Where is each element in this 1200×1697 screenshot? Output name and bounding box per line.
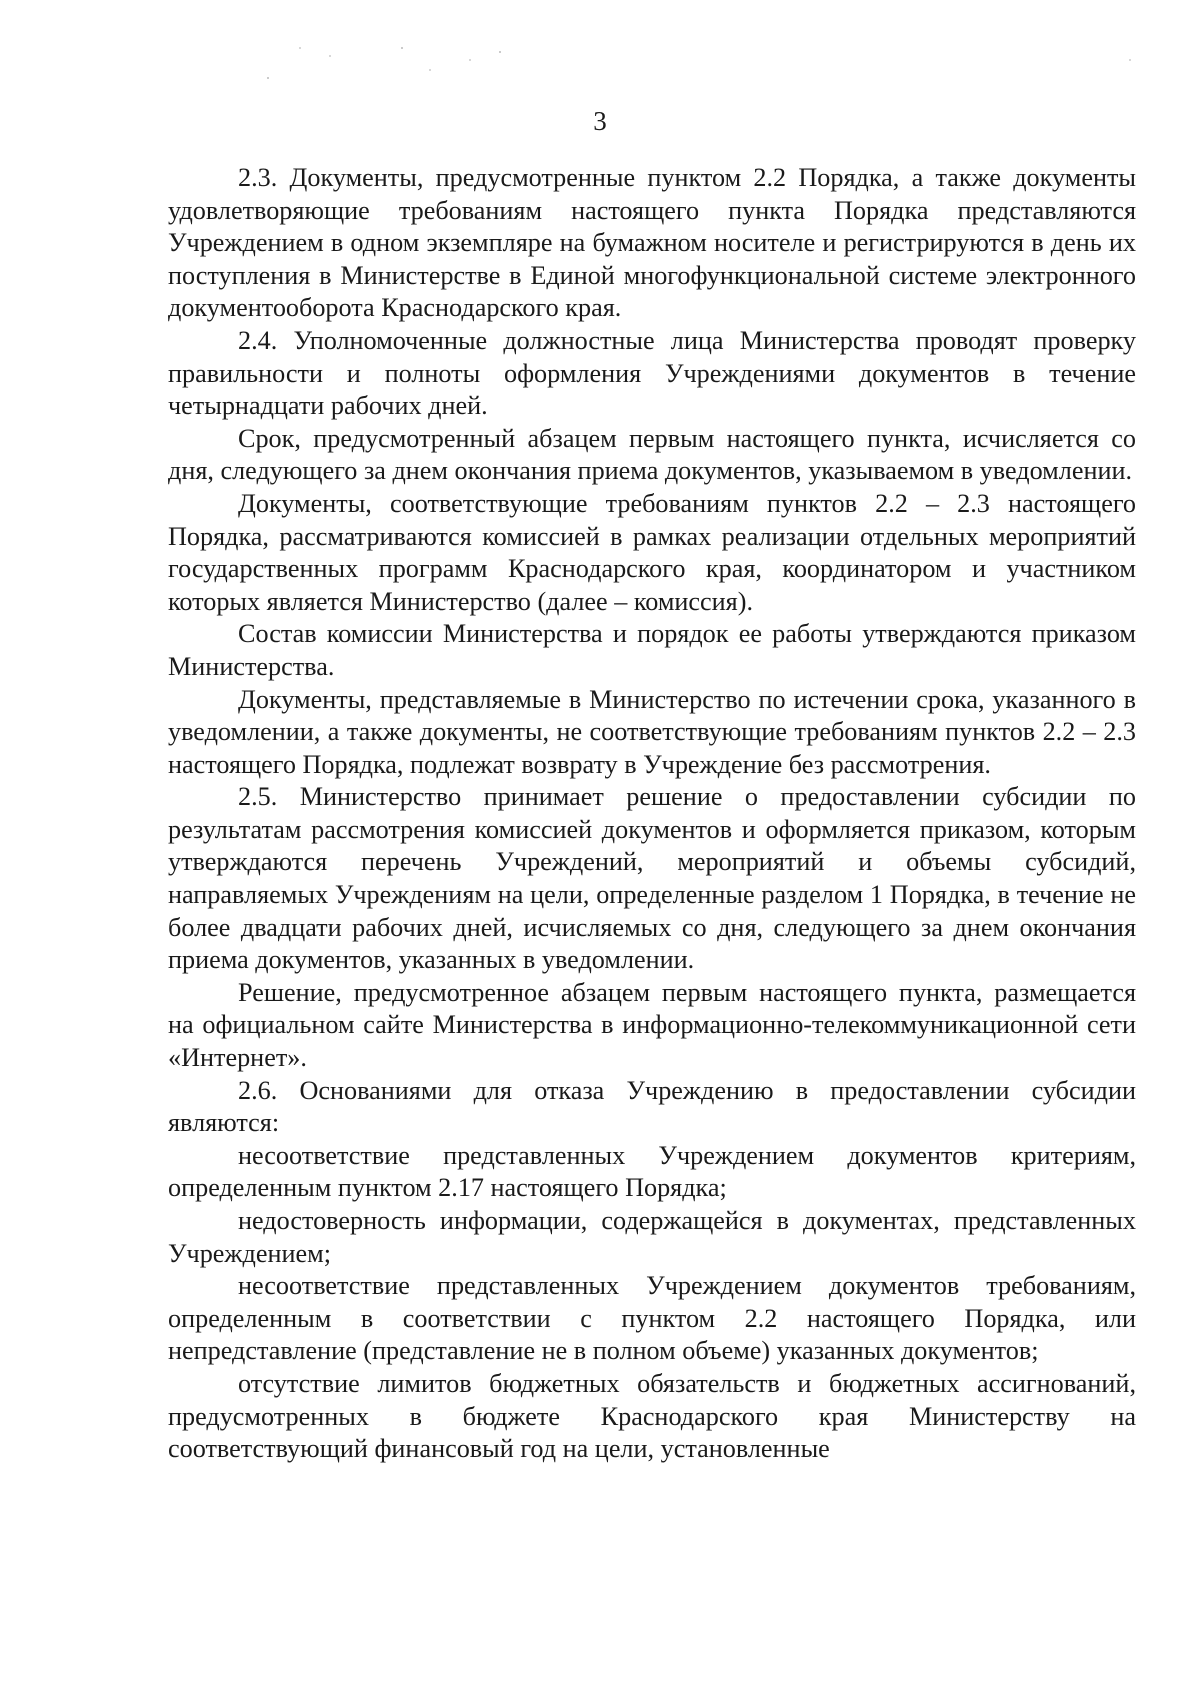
- refusal-ground-unreliable: недостоверность информации, содержащейся в документах, представленных Учреждением;: [168, 1206, 1136, 1268]
- page-number: 3: [593, 106, 607, 136]
- refusal-ground-no-limits: отсутствие лимитов бюджетных обязательств и бюджетных ассигнований, предусмотренных в бюджете Краснодарского края Министерству на соответствующий финансовый год на цели, установленные: [168, 1368, 1136, 1464]
- paragraph-2-6: 2.6. Основаниями для отказа Учреждению в предоставлении субсидии являются:: [168, 1075, 1136, 1138]
- paragraph-decision-publication: Решение, предусмотренное абзацем первым настоящего пункта, размещается на официальном сайте Министерства в информационно-телекоммуникационной сети «Интернет».: [168, 977, 1136, 1073]
- paragraph-document-return: Документы, представляемые в Министерство по истечении срока, указанного в уведомлении, а также документы, не соответствующие требованиям пунктов 2.2 – 2.3 настоящего Порядка, подлежат возврату в Учреждение без рассмотрения.: [168, 684, 1136, 779]
- paragraph-commission-review: Документы, соответствующие требованиям пунктов 2.2 – 2.3 настоящего Порядка, рассматриваются комиссией в рамках реализации отдельных мероприятий государственных программ Краснодарского края, координатором и участником которых является Министерство (далее – комиссия).: [168, 488, 1136, 616]
- document-body: [168, 162, 1136, 1466]
- paragraph-2-5: 2.5. Министерство принимает решение о предоставлении субсидии по результатам рассмотрения комиссией документов и оформляется приказом, которым утверждаются перечень Учреждений, мероприятий и объемы субсидий, направляемых Учреждениям на цели, определенные разделом 1 Порядка, в течение не более двадцати рабочих дней, исчисляемых со дня, следующего за днем окончания приема документов, указанных в уведомлении.: [168, 782, 1136, 975]
- paragraph-2-4: 2.4. Уполномоченные должностные лица Министерства проводят проверку правильности и полноты оформления Учреждениями документов в течение четырнадцати рабочих дней.: [168, 325, 1136, 421]
- paragraph-2-3: 2.3. Документы, предусмотренные пунктом 2.2 Порядка, а также документы удовлетворяющие требованиям настоящего пункта Порядка представляются Учреждением в одном экземпляре на бумажном носителе и регистрируются в день их поступления в Министерстве в Единой многофункциональной системе электронного документооборота Краснодарского края.: [168, 163, 1136, 323]
- refusal-ground-requirements: несоответствие представленных Учреждением документов требованиям, определенным в соответствии с пунктом 2.2 настоящего Порядка, или непредставление (представление не в полном объеме) указанных документов;: [168, 1271, 1136, 1366]
- paragraph-deadline: Срок, предусмотренный абзацем первым настоящего пункта, исчисляется со дня, следующего за днем окончания приема документов, указываемом в уведомлении.: [168, 423, 1136, 486]
- paragraph-commission-composition: Состав комиссии Министерства и порядок ее работы утверждаются приказом Министерства.: [168, 619, 1136, 681]
- refusal-ground-criteria: несоответствие представленных Учреждением документов критериям, определенным пунктом 2.17 настоящего Порядка;: [168, 1140, 1136, 1203]
